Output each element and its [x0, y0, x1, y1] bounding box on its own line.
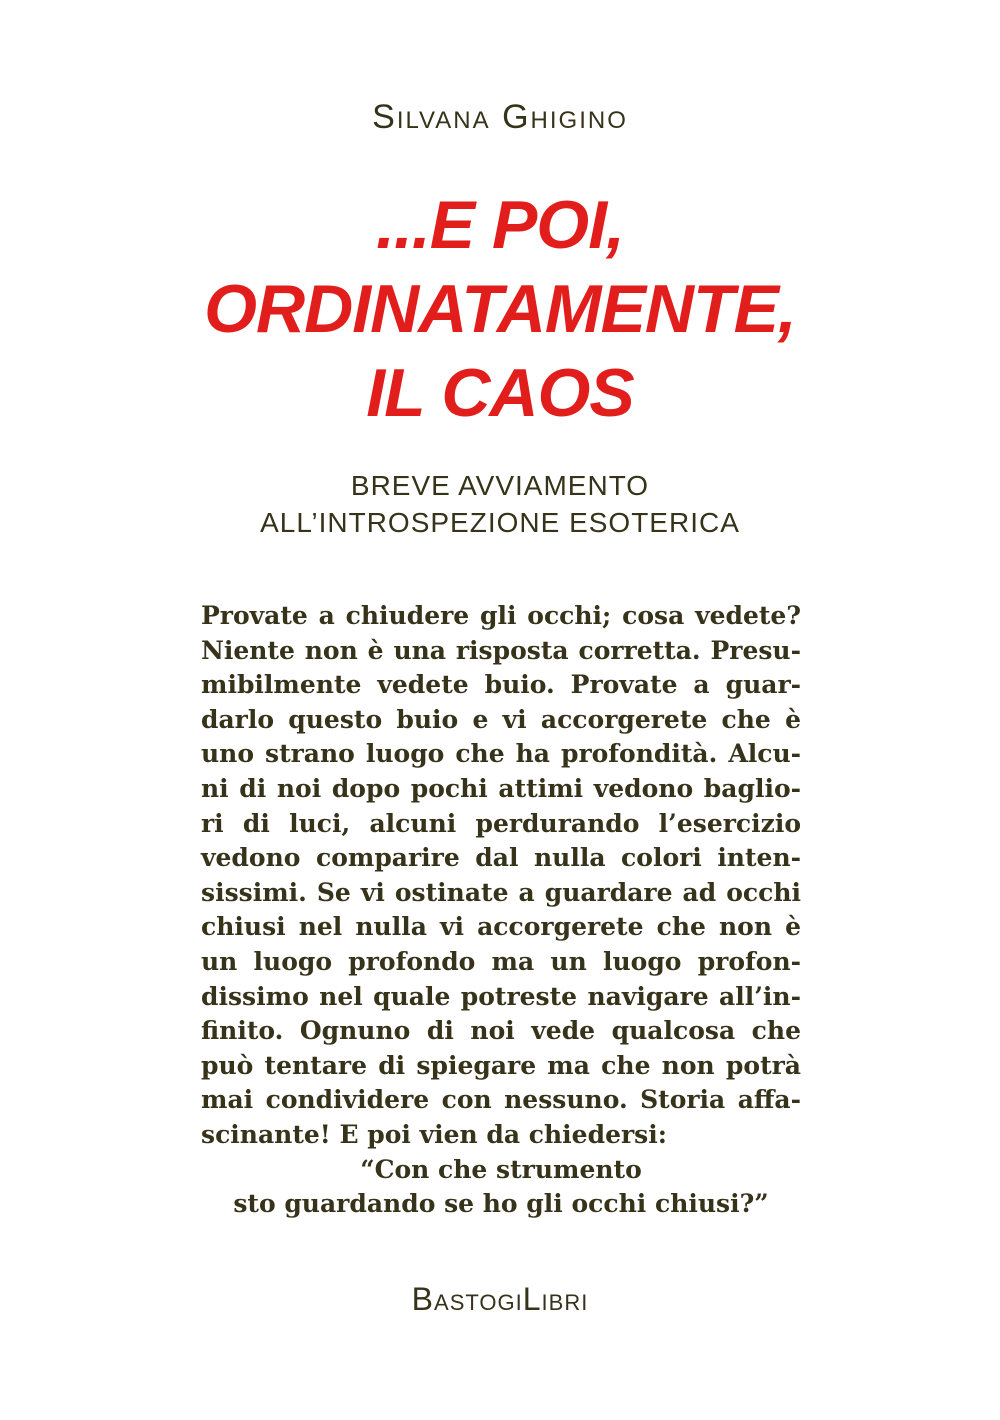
publisher-name: BastogiLibri	[411, 1281, 589, 1317]
body-text-line: dissimo nel quale potreste navigare all’in-	[201, 981, 801, 1011]
book-title	[0, 183, 1000, 435]
body-text-line: uno strano luogo che ha profondità. Alcu-	[201, 739, 801, 769]
back-cover-text	[201, 599, 801, 1222]
body-text-line: finito. Ognuno di noi vede qualcosa che	[201, 1016, 801, 1046]
body-text-line: Niente non è una risposta corretta. Presu-	[201, 635, 801, 665]
body-text-line: può tentare di spiegare ma che non potrà	[201, 1050, 801, 1080]
body-text-line: scinante! E poi vien da chiedersi:	[201, 1119, 667, 1149]
quote-line-1: “Con che strumento	[360, 1154, 642, 1184]
body-text-line: chiusi nel nulla vi accorgerete che non è	[201, 912, 801, 942]
quote-line-2: sto guardando se ho gli occhi chiusi?”	[233, 1189, 769, 1219]
body-text-line: Provate a chiudere gli occhi; cosa vedete?	[201, 601, 801, 630]
title-line-2: ORDINATAMENTE,	[204, 271, 796, 347]
author-name: Silvana Ghigino	[372, 98, 628, 136]
body-text-line: un luogo profondo ma un luogo profon-	[201, 946, 801, 976]
title-line-3: IL CAOS	[366, 355, 634, 431]
book-subtitle	[0, 467, 1000, 541]
body-text-line: ri di luci, alcuni perdurando l’esercizio	[201, 808, 801, 838]
title-line-1: ...E POI,	[376, 187, 624, 263]
subtitle-line-2: ALL’INTROSPEZIONE ESOTERICA	[260, 507, 740, 538]
body-text-line: sissimi. Se vi ostinate a guardare ad occhi	[201, 877, 801, 907]
body-text-line: mai condividere con nessuno. Storia affa-	[201, 1085, 801, 1115]
body-text-line: darlo questo buio e vi accorgerete che è	[201, 704, 801, 734]
subtitle-line-1: BREVE AVVIAMENTO	[350, 470, 650, 501]
body-text-line: mibilmente vedete buio. Provate a guar-	[201, 670, 801, 700]
body-text-line: ni di noi dopo pochi attimi vedono baglio-	[201, 773, 801, 803]
body-text-line: vedono comparire dal nulla colori inten-	[201, 843, 801, 873]
